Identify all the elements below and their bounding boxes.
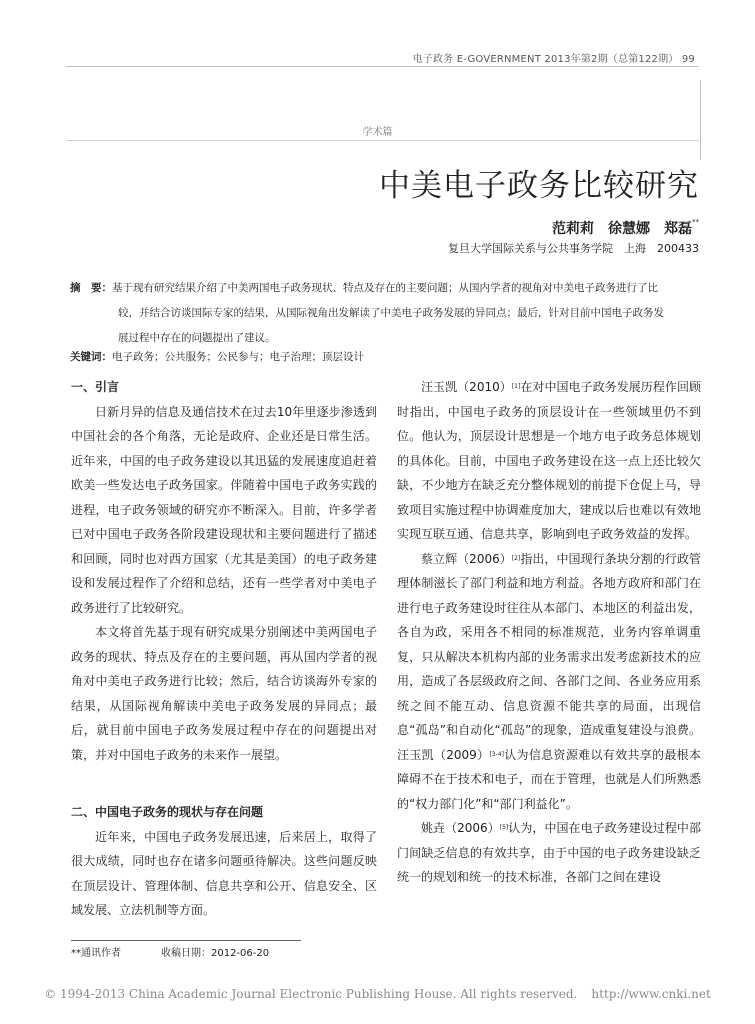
abstract-line-1: 基于现有研究结果介绍了中美两国电子政务现状、特点及存在的主要问题；从国内学者的视角对中美电子政务进行了比 bbox=[112, 282, 658, 294]
section-heading-status: 二、中国电子政务的现状与存在问题 bbox=[71, 805, 264, 819]
abstract bbox=[70, 276, 700, 351]
footnote-rule bbox=[71, 940, 301, 941]
citation-author: 汪玉凯（2010） bbox=[421, 380, 512, 394]
paragraph-text: 在对中国电子政务发展历程作回顾时指出，中国电子政务的顶层设计在一些领域里仍不到位。他认为，顶层设计思想是一个地方电子政务总体规划的具体化。目前，中国电子政务建设在这一点上还比较欠缺，不少地方在缺乏充分整体规划的前提下仓促上马，导致项目实施过程中协调难度加大，建成以后也难以有效地实现互联互通、信息共享，影响到电子政务效益的发挥。 bbox=[397, 380, 701, 541]
author-line bbox=[552, 218, 699, 238]
citation-author: 蔡立辉（2006） bbox=[421, 551, 512, 566]
paragraph: 日新月异的信息及通信技术在过去10年里逐步渗透到中国社会的各个角落，无论是政府、企业还是日常生活。近年来，中国的电子政务建设以其迅猛的发展速度追赶着欧美一些发达电子政务国家。伴随着中国电子政务实践的进程，电子政务领域的研究亦不断深入。目前，许多学者已对中国电子政务各阶段建设现状和主要问题进行了描述和回顾，同时也对西方国家（尤其是美国）的电子政务建设和发展过程作了介绍和总结，还有一些学者对中美电子政务进行了比较研究。 bbox=[71, 404, 377, 615]
running-head: 电子政务 E-GOVERNMENT 2013年第2期（总第122期） 99 bbox=[412, 54, 695, 65]
section-rule bbox=[66, 140, 699, 141]
keywords bbox=[70, 349, 700, 364]
copyright-url[interactable]: http://www.cnki.net bbox=[591, 987, 711, 1001]
header-rule bbox=[66, 66, 699, 67]
margin-rule bbox=[700, 80, 701, 160]
abstract-line-3: 展过程中存在的问题提出了建议。 bbox=[118, 332, 276, 344]
affiliation: 复旦大学国际关系与公共事务学院 上海 200433 bbox=[448, 242, 699, 255]
citation-ref: [2] bbox=[511, 554, 521, 562]
section-tag: 学术篇 bbox=[362, 127, 393, 138]
right-column bbox=[397, 375, 701, 890]
keywords-text: 电子政务；公共服务；公民参与；电子治理；顶层设计 bbox=[112, 351, 364, 363]
citation-ref: [1] bbox=[511, 383, 521, 390]
corresponding-author-note: **通讯作者 bbox=[71, 948, 121, 959]
paragraph-text: 认为信息资源难以有效共享的最根本障碍不在于技术和电子，而在于管理，也就是人们所熟悉的“权力部门化”和“部门利益化”。 bbox=[397, 747, 701, 811]
copyright-text: © 1994-2013 China Academic Journal Electronic Publishing House. All rights reserved. bbox=[44, 987, 578, 1001]
authors: 范莉莉 徐慧娜 郑磊 bbox=[552, 221, 692, 237]
abstract-label: 摘 要： bbox=[70, 282, 112, 294]
paragraph: 近年来，中国电子政务发展迅速，后来居上，取得了很大成绩，同时也存在诸多问题亟待解决。这些问题反映在顶层设计、管理体制、信息共享和公开、信息安全、区域发展、立法机制等方面。 bbox=[71, 829, 377, 917]
paragraph-text: 指出，中国现行条块分割的行政管理体制滋长了部门利益和地方利益。各地方政府和部门在进行电子政务建设时往往从本部门、本地区的利益出发，各自为政，采用各不相同的标准规范，业务内容单调重复，只从解决本机构内部的业务需求出发考虑新技术的应用，造成了各层级政府之间、各部门之间、各业务应用系统之间不能互动、信息资源不能共享的局面，出现信息“孤岛”和自动化“孤岛”的现象，造成重复建设与浪费。汪玉凯（2009） bbox=[397, 551, 701, 762]
citation-ref: [3-4] bbox=[489, 750, 504, 758]
keywords-label: 关键词： bbox=[70, 351, 112, 363]
left-column bbox=[71, 375, 377, 923]
paragraph bbox=[397, 816, 701, 890]
citation-ref: [5] bbox=[499, 824, 509, 831]
page-title: 中美电子政务比较研究 bbox=[379, 168, 699, 204]
received-date: 收稿日期：2012-06-20 bbox=[161, 948, 270, 959]
abstract-line-2: 较，并结合访谈国际专家的结果，从国际视角出发解读了中美电子政务发展的异同点；最后，针对目前中国电子政务发 bbox=[118, 307, 664, 319]
paragraph-text: 认为，中国在电子政务建设过程中部门间缺乏信息的有效共享，由于中国的电子政务建设缺乏统一的规划和统一的技术标准，各部门之间在建设 bbox=[397, 821, 701, 884]
paragraph bbox=[397, 375, 701, 547]
citation-author: 姚垚（2006） bbox=[421, 821, 500, 835]
paragraph: 本文将首先基于现有研究成果分别阐述中美两国电子政务的现状、特点及存在的主要问题，再从国内学者的视角对中美电子政务进行比较；然后，结合访谈海外专家的结果，从国际视角解读中美电子政务发展的异同点；最后，就目前中国电子政务发展过程中存在的问题提出对策，并对中国电子政务的未来作一展望。 bbox=[71, 625, 377, 762]
paragraph bbox=[397, 547, 701, 817]
corresponding-mark: ** bbox=[692, 218, 699, 226]
footnote bbox=[71, 944, 269, 959]
copyright-watermark bbox=[0, 987, 755, 1001]
section-heading-intro: 一、引言 bbox=[71, 380, 120, 394]
